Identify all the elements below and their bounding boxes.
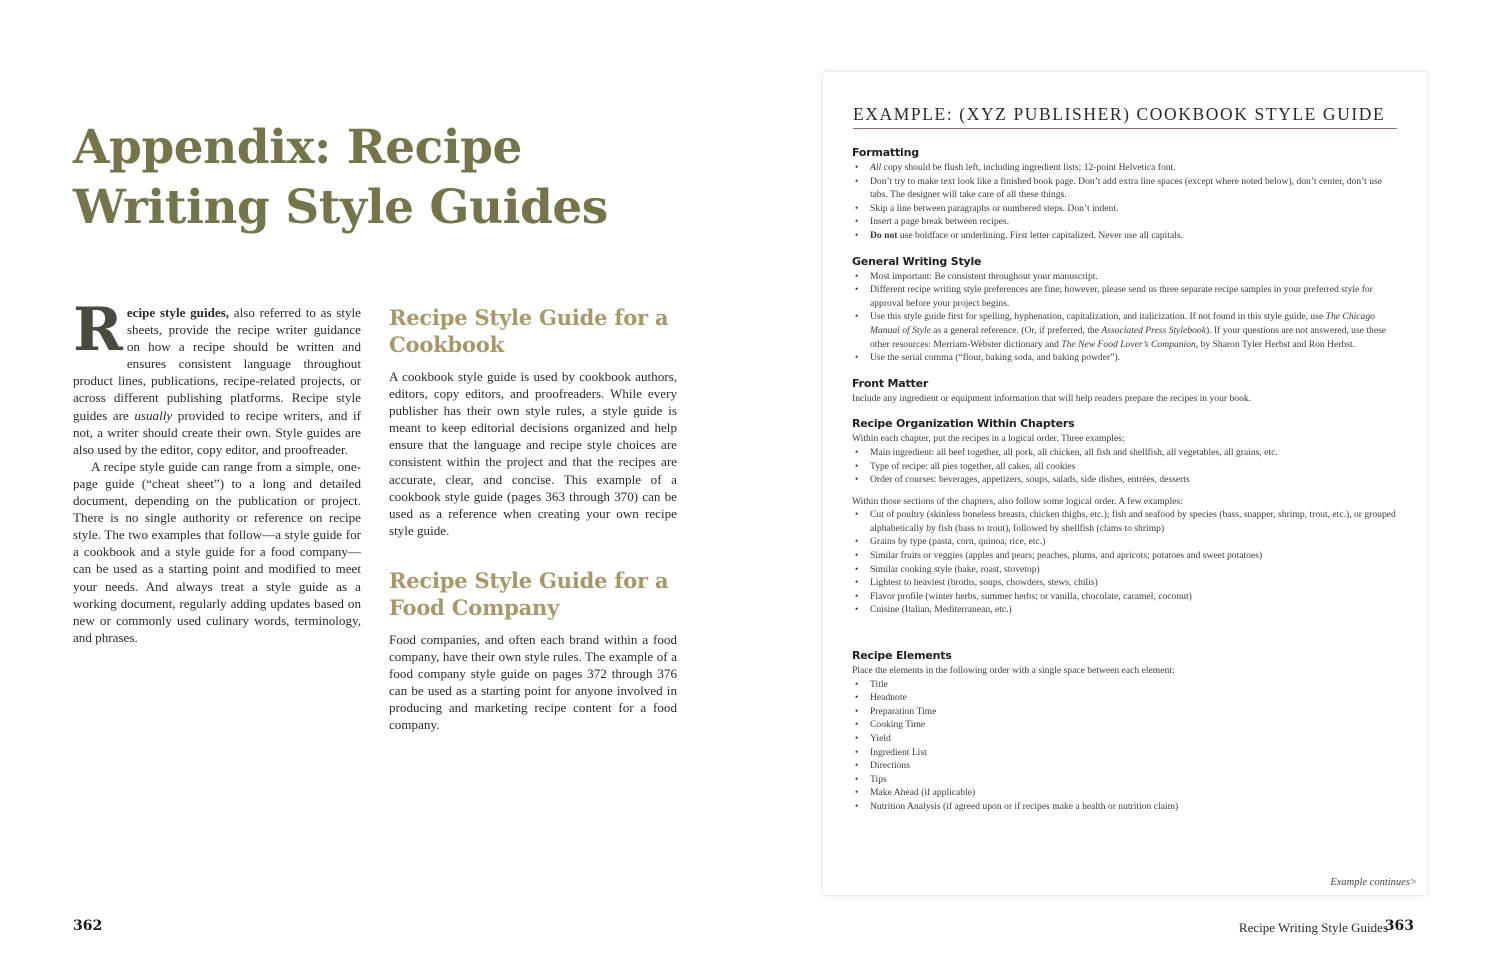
formatting-section <box>852 146 1400 243</box>
intro-column <box>73 295 361 646</box>
section-body: Food companies, and often each brand within a food company, have their own style rules. The example of a food company style guide on pages 372 through 376 can be used as a starting point for anyone involved in producing and marketing recipe content for a food company. <box>389 631 677 733</box>
item-text: use boldface or underlining. First letter capitalized. Never use all capitals. <box>897 229 1184 241</box>
list-item: • Most important: Be consistent throughout your manuscript. <box>852 270 1400 284</box>
item-text: copy should be flush left, including ingredient lists; 12-point Helvetica font. <box>881 162 1176 173</box>
list-item: • Yield <box>852 732 1400 746</box>
list-item: • Order of courses: beverages, appetizers, soups, salads, side dishes, entrées, desserts <box>852 473 1400 487</box>
item-text: ). If your questions are not answered, use these other resources: Merriam-Webster dictionary and <box>870 324 1387 350</box>
recipe-organization-intro-2: Within those sections of the chapters, also follow some logical order. A few examples: <box>852 495 1183 507</box>
intro-text: also referred to as style sheets, provide the recipe writer guidance on how a recipe should be written and ensures consistent language throughout product lines, publications, recipe-related projects, or across different publishing platforms. Recipe style guides are <box>73 305 361 423</box>
page-number-right: 363 <box>1384 918 1414 934</box>
intro-paragraph-1 <box>73 295 361 458</box>
general-writing-style-section <box>852 255 1400 365</box>
dropcap: R <box>73 295 123 365</box>
list-item: • Don’t try to make text look like a finished book page. Don’t add extra line spaces (except where noted below), don’t center, don’t use tabs. The designer will take care of all these things. <box>852 175 1400 202</box>
section-food-company <box>389 567 677 734</box>
recipe-elements-section <box>852 649 1400 814</box>
recipe-organization-intro: Within each chapter, put the recipes in a logical order. Three examples: <box>852 433 1125 445</box>
recipe-elements-list <box>852 678 1400 814</box>
recipe-elements-intro: Place the elements in the following order with a single space between each element: <box>852 665 1175 677</box>
example-content <box>852 146 1400 826</box>
example-title: EXAMPLE: (XYZ PUBLISHER) COOKBOOK STYLE GUIDE <box>853 104 1397 129</box>
general-writing-style-heading: General Writing Style <box>852 254 982 268</box>
list-item: • Tips <box>852 773 1400 787</box>
front-matter-heading: Front Matter <box>852 376 929 390</box>
sections-column <box>389 304 677 762</box>
spacer <box>852 629 1400 649</box>
list-item: • Cut of poultry (skinless boneless breasts, chicken thighs, etc.); fish and seafood by species (bass, snapper, shrimp, trout, etc.), or grouped alphabetically by fish (bass to trout), followed by shellfish (clams to shrimp) <box>852 508 1400 535</box>
italic-lead: All <box>870 162 882 173</box>
recipe-elements-heading: Recipe Elements <box>852 649 952 663</box>
book-title: The Chicago Manual of Style <box>870 311 1375 336</box>
item-text: as a general reference. (Or, if preferred, the <box>930 324 1102 336</box>
recipe-organization-heading: Recipe Organization Within Chapters <box>852 417 1075 431</box>
intro-text: provided to recipe writers, and if not, a writer should create their own. Style guides are also used by the editor, copy editor, and proofreader. <box>73 407 361 457</box>
list-item: • Nutrition Analysis (if agreed upon or if recipes make a health or nutrition claim) <box>852 800 1400 814</box>
list-item: • Flavor profile (winter herbs, summer herbs; or vanilla, chocolate, caramel, coconut) <box>852 590 1400 604</box>
list-item: • Cooking Time <box>852 718 1400 732</box>
list-item: • Headnote <box>852 691 1400 705</box>
recipe-organization-list <box>852 446 1400 487</box>
list-item: • Cuisine (Italian, Mediterranean, etc.) <box>852 603 1400 617</box>
chapter-title: Appendix: Recipe Writing Style Guides <box>73 120 608 235</box>
book-title: The New Food Lover’s Companion <box>1061 338 1196 350</box>
section-heading: Recipe Style Guide for a Cookbook <box>389 305 669 357</box>
formatting-list <box>852 161 1400 243</box>
list-item: • Lightest to heaviest (broths, soups, chowders, stews, chilis) <box>852 576 1400 590</box>
front-matter-body: Include any ingredient or equipment information that will help readers prepare the recipes in your book. <box>852 392 1252 404</box>
list-item <box>852 310 1400 351</box>
intro-paragraph-2: A recipe style guide can range from a simple, one-page guide (“cheat sheet”) to a long and detailed document, depending on the publication or project. There is no single authority or reference on recipe style. The two examples that follow—a style guide for a cookbook and a style guide for a food company—can be used as a starting point and modified to meet your needs. And always treat a style guide as a working document, regularly adding updates based on new or commonly used culinary words, terminology, and phrases. <box>73 458 361 645</box>
recipe-organization-list-2 <box>852 508 1400 617</box>
section-cookbook <box>389 304 677 539</box>
list-item: • Make Ahead (if applicable) <box>852 786 1400 800</box>
section-heading: Recipe Style Guide for a Food Company <box>389 567 669 620</box>
list-item: • Directions <box>852 759 1400 773</box>
section-body: A cookbook style guide is used by cookbook authors, editors, copy editors, and proofreaders. While every publisher has their own style rules, a style guide is meant to keep editorial decisions organized and help ensure that the language and recipe style choices are consistent within the project and that the recipes are accurate, clear, and concise. This example of a cookbook style guide (pages 363 through 370) can be used as a reference when creating your own recipe style guide. <box>389 369 677 538</box>
lead-in-bold: ecipe style guides, <box>126 305 230 320</box>
example-continues-note: Example continues> <box>1330 877 1417 888</box>
list-item: • Similar cooking style (bake, roast, stovetop) <box>852 563 1400 577</box>
list-item: • Title <box>852 678 1400 692</box>
list-item: • Grains by type (pasta, corn, quinoa, rice, etc.) <box>852 535 1400 549</box>
front-matter-section <box>852 377 1400 406</box>
list-item: • Main ingredient: all beef together, all pork, all chicken, all fish and shellfish, all vegetables, all grains, etc. <box>852 446 1400 460</box>
general-writing-style-list <box>852 270 1400 365</box>
list-item: • Different recipe writing style preferences are fine; however, please send us three separate recipe samples in your preferred style for approval before your project begins. <box>852 283 1400 310</box>
list-item: • Similar fruits or veggies (apples and pears; peaches, plums, and apricots; potatoes and sweet potatoes) <box>852 549 1400 563</box>
formatting-heading: Formatting <box>852 146 919 159</box>
intro-italic: usually <box>134 407 173 423</box>
item-text: Use this style guide first for spelling, hyphenation, capitalization, and italicization. If not found in this style guide, use <box>870 311 1326 323</box>
running-footer: Recipe Writing Style Guides <box>1238 920 1388 935</box>
list-item: • Skip a line between paragraphs or numbered steps. Don’t indent. <box>852 202 1400 216</box>
page-number-left: 362 <box>73 918 103 934</box>
list-item: • Insert a page break between recipes. <box>852 215 1400 229</box>
book-title: Associated Press Stylebook <box>1101 324 1206 336</box>
list-item <box>852 229 1400 243</box>
list-item: • Use the serial comma (“flour, baking soda, and baking powder”). <box>852 351 1400 365</box>
list-item: • Preparation Time <box>852 705 1400 719</box>
example-style-guide-box <box>823 72 1427 895</box>
item-text: , by Sharon Tyler Herbst and Ron Herbst. <box>1195 338 1356 350</box>
list-item: • Ingredient List <box>852 746 1400 760</box>
bold-lead: Do not <box>870 229 898 241</box>
recipe-organization-section <box>852 417 1400 617</box>
spacer <box>852 487 1400 495</box>
list-item <box>852 161 1400 175</box>
list-item: • Type of recipe: all pies together, all cakes, all cookies <box>852 460 1400 474</box>
